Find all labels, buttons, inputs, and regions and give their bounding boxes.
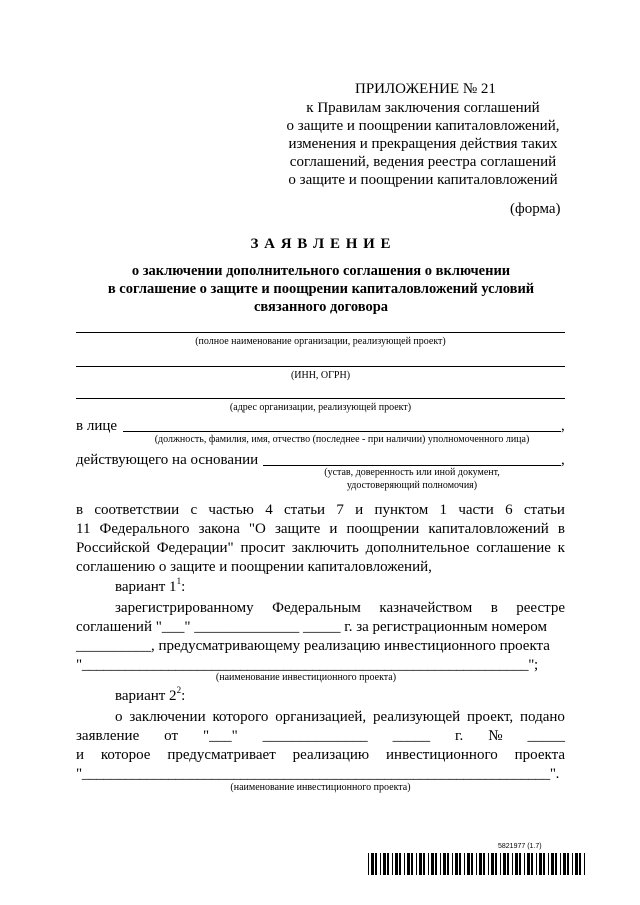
barcode-bar — [503, 853, 506, 875]
address-caption: (адрес организации, реализующей проект) — [229, 402, 412, 413]
basis-caption: удостоверяющий полномочия) — [346, 480, 478, 491]
barcode-bar — [443, 853, 446, 875]
appendix-line: о защите и поощрении капиталовложений — [288, 172, 558, 188]
word: части — [458, 502, 494, 518]
word: от — [164, 728, 179, 744]
barcode-bar — [584, 853, 585, 875]
word: и — [329, 521, 338, 537]
word: которое — [100, 747, 151, 763]
barcode-bar — [575, 853, 578, 875]
barcode-bar — [543, 853, 545, 875]
word: в — [76, 502, 84, 518]
paragraph-line: соглашению о защите и поощрении капиталовложений, — [76, 559, 432, 575]
word: заключить — [291, 540, 359, 556]
barcode-bar — [527, 853, 530, 875]
word: защите — [274, 521, 321, 537]
paragraph-line — [76, 539, 565, 557]
variant2-line — [76, 727, 565, 745]
barcode-bar — [483, 853, 485, 875]
document-code: 5821977 (1.7) — [498, 843, 542, 850]
word: реестре — [516, 600, 565, 616]
word: пунктом — [374, 502, 429, 518]
barcode-bar — [491, 853, 494, 875]
word: которого — [212, 709, 269, 725]
word: в — [490, 600, 498, 616]
barcode-bar — [471, 853, 473, 875]
person-prefix: в лице — [76, 418, 118, 434]
inn-caption: (ИНН, ОГРН) — [290, 370, 351, 381]
word: соответствии — [94, 502, 180, 518]
barcode-bar — [467, 853, 470, 875]
word: проект, — [467, 709, 514, 725]
barcode-bar — [392, 853, 393, 875]
word: к — [557, 540, 565, 556]
word: и — [355, 502, 364, 518]
barcode-bar — [452, 853, 453, 875]
word: "О — [248, 521, 266, 537]
word: зарегистрированному — [115, 600, 254, 616]
appendix-line: о защите и поощрении капиталовложений, — [286, 118, 560, 134]
barcode-bar — [404, 853, 405, 875]
word: 11 — [76, 521, 91, 537]
barcode-bar — [563, 853, 566, 875]
org-name-line[interactable] — [76, 332, 565, 333]
word: организацией, — [275, 709, 367, 725]
variant1-project-name-line[interactable]: "______________________________________________________________"; — [76, 657, 538, 673]
word: предусматривает — [167, 747, 276, 763]
barcode-bar — [455, 853, 458, 875]
word: соглашение — [476, 540, 551, 556]
barcode-bar — [536, 853, 537, 875]
variant1-line: __________, предусматривающему реализацию инвестиционного проекта — [76, 638, 550, 654]
barcode-bar — [371, 853, 374, 875]
word: и — [76, 747, 85, 763]
barcode-bar — [476, 853, 477, 875]
barcode-bar — [368, 853, 369, 875]
word: в — [557, 521, 565, 537]
barcode-bar — [507, 853, 509, 875]
barcode-bar — [423, 853, 425, 875]
word: частью — [208, 502, 254, 518]
person-suffix: , — [561, 418, 565, 434]
barcode-bar — [399, 853, 401, 875]
word: ______________ — [262, 728, 368, 744]
barcode-bar — [555, 853, 557, 875]
barcode-bar — [431, 853, 434, 875]
barcode-bar — [515, 853, 518, 875]
word: Федерации" — [156, 540, 234, 556]
barcode-bar — [560, 853, 561, 875]
form-label: (форма) — [510, 201, 561, 217]
word: статьи — [283, 502, 326, 518]
variant1-caption: (наименование инвестиционного проекта) — [215, 672, 397, 683]
variant2-line — [115, 708, 565, 726]
barcode-bar — [579, 853, 581, 875]
barcode-bar — [548, 853, 549, 875]
barcode-bar — [435, 853, 437, 875]
variant2-project-name-line[interactable]: "_________________________________________________________________". — [76, 766, 560, 782]
person-line[interactable] — [123, 431, 561, 432]
word: г. — [455, 728, 464, 744]
word: закона — [198, 521, 240, 537]
barcode-bar — [407, 853, 410, 875]
word: статьи — [523, 502, 565, 518]
word: Федеральным — [272, 600, 361, 616]
barcode-bar — [524, 853, 525, 875]
barcode-bar — [459, 853, 461, 875]
variant1-label: вариант $1^1$: — [115, 576, 186, 595]
word: реализующей — [373, 709, 461, 725]
word: 4 — [265, 502, 273, 518]
word: 7 — [336, 502, 344, 518]
barcode-bar — [500, 853, 501, 875]
appendix-line: изменения и прекращения действия таких — [288, 136, 558, 152]
word: "___" — [202, 728, 238, 744]
word: проекта — [514, 747, 565, 763]
word: просит — [240, 540, 286, 556]
barcode-bar — [419, 853, 422, 875]
barcode-bar — [488, 853, 489, 875]
appendix-line: к Правилам заключения соглашений — [306, 100, 540, 116]
barcode-bar — [551, 853, 554, 875]
org-name-caption: (полное наименование организации, реализующей проект) — [195, 336, 446, 347]
word: _____ — [527, 728, 565, 744]
barcode-bar — [519, 853, 521, 875]
address-line[interactable] — [76, 398, 565, 399]
barcode-bar — [375, 853, 377, 875]
word: поощрении — [346, 521, 420, 537]
word: капиталовложений — [428, 521, 549, 537]
word: инвестиционного — [386, 747, 498, 763]
word: № — [488, 728, 503, 744]
barcode-bar — [411, 853, 413, 875]
barcode-bar — [380, 853, 381, 875]
barcode-bar — [387, 853, 389, 875]
document-subtitle-line: связанного договора — [253, 299, 389, 315]
word: казначейством — [379, 600, 473, 616]
word: дополнительное — [365, 540, 470, 556]
basis-caption: (устав, доверенность или иной документ, — [324, 467, 500, 478]
basis-line[interactable] — [263, 465, 561, 466]
variant1-line: соглашений "___" ______________ _____ г. за регистрационным номером — [76, 619, 547, 635]
document-title: З А Я В Л Е Н И Е — [250, 236, 392, 252]
variant2-label: вариант $2^2$: — [115, 685, 186, 704]
barcode-bar — [428, 853, 429, 875]
barcode — [368, 853, 586, 875]
word: заключении — [129, 709, 206, 725]
paragraph-line — [76, 501, 565, 519]
appendix-number: ПРИЛОЖЕНИЕ № 21 — [355, 81, 496, 97]
variant2-line — [76, 746, 565, 764]
word: Федерального — [99, 521, 190, 537]
word: 6 — [505, 502, 513, 518]
word: Российской — [76, 540, 150, 556]
barcode-bar — [539, 853, 542, 875]
barcode-bar — [447, 853, 449, 875]
barcode-bar — [495, 853, 497, 875]
barcode-bar — [440, 853, 441, 875]
document-subtitle-line: в соглашение о защите и поощрении капиталовложений условий — [107, 281, 535, 297]
barcode-bar — [572, 853, 573, 875]
word: с — [190, 502, 198, 518]
barcode-bar — [479, 853, 482, 875]
word: _____ — [392, 728, 431, 744]
word: 1 — [439, 502, 448, 518]
barcode-bar — [383, 853, 386, 875]
person-caption: (должность, фамилия, имя, отчество (последнее - при наличии) уполномоченного лица) — [154, 434, 530, 445]
word: подано — [520, 709, 565, 725]
paragraph-line — [76, 520, 565, 538]
barcode-bar — [464, 853, 465, 875]
barcode-bar — [531, 853, 533, 875]
word: реализацию — [292, 747, 370, 763]
barcode-bar — [567, 853, 569, 875]
word: о — [115, 709, 123, 725]
barcode-bar — [512, 853, 513, 875]
appendix-line: соглашений, ведения реестра соглашений — [289, 154, 557, 170]
variant2-caption: (наименование инвестиционного проекта) — [230, 782, 411, 793]
basis-prefix: действующего на основании — [76, 452, 259, 468]
basis-suffix: , — [561, 452, 565, 468]
inn-line[interactable] — [76, 366, 565, 367]
variant1-line — [115, 599, 565, 617]
word: заявление — [76, 728, 140, 744]
barcode-bar — [395, 853, 398, 875]
document-subtitle-line: о заключении дополнительного соглашения о включении — [131, 263, 511, 279]
barcode-bar — [416, 853, 417, 875]
